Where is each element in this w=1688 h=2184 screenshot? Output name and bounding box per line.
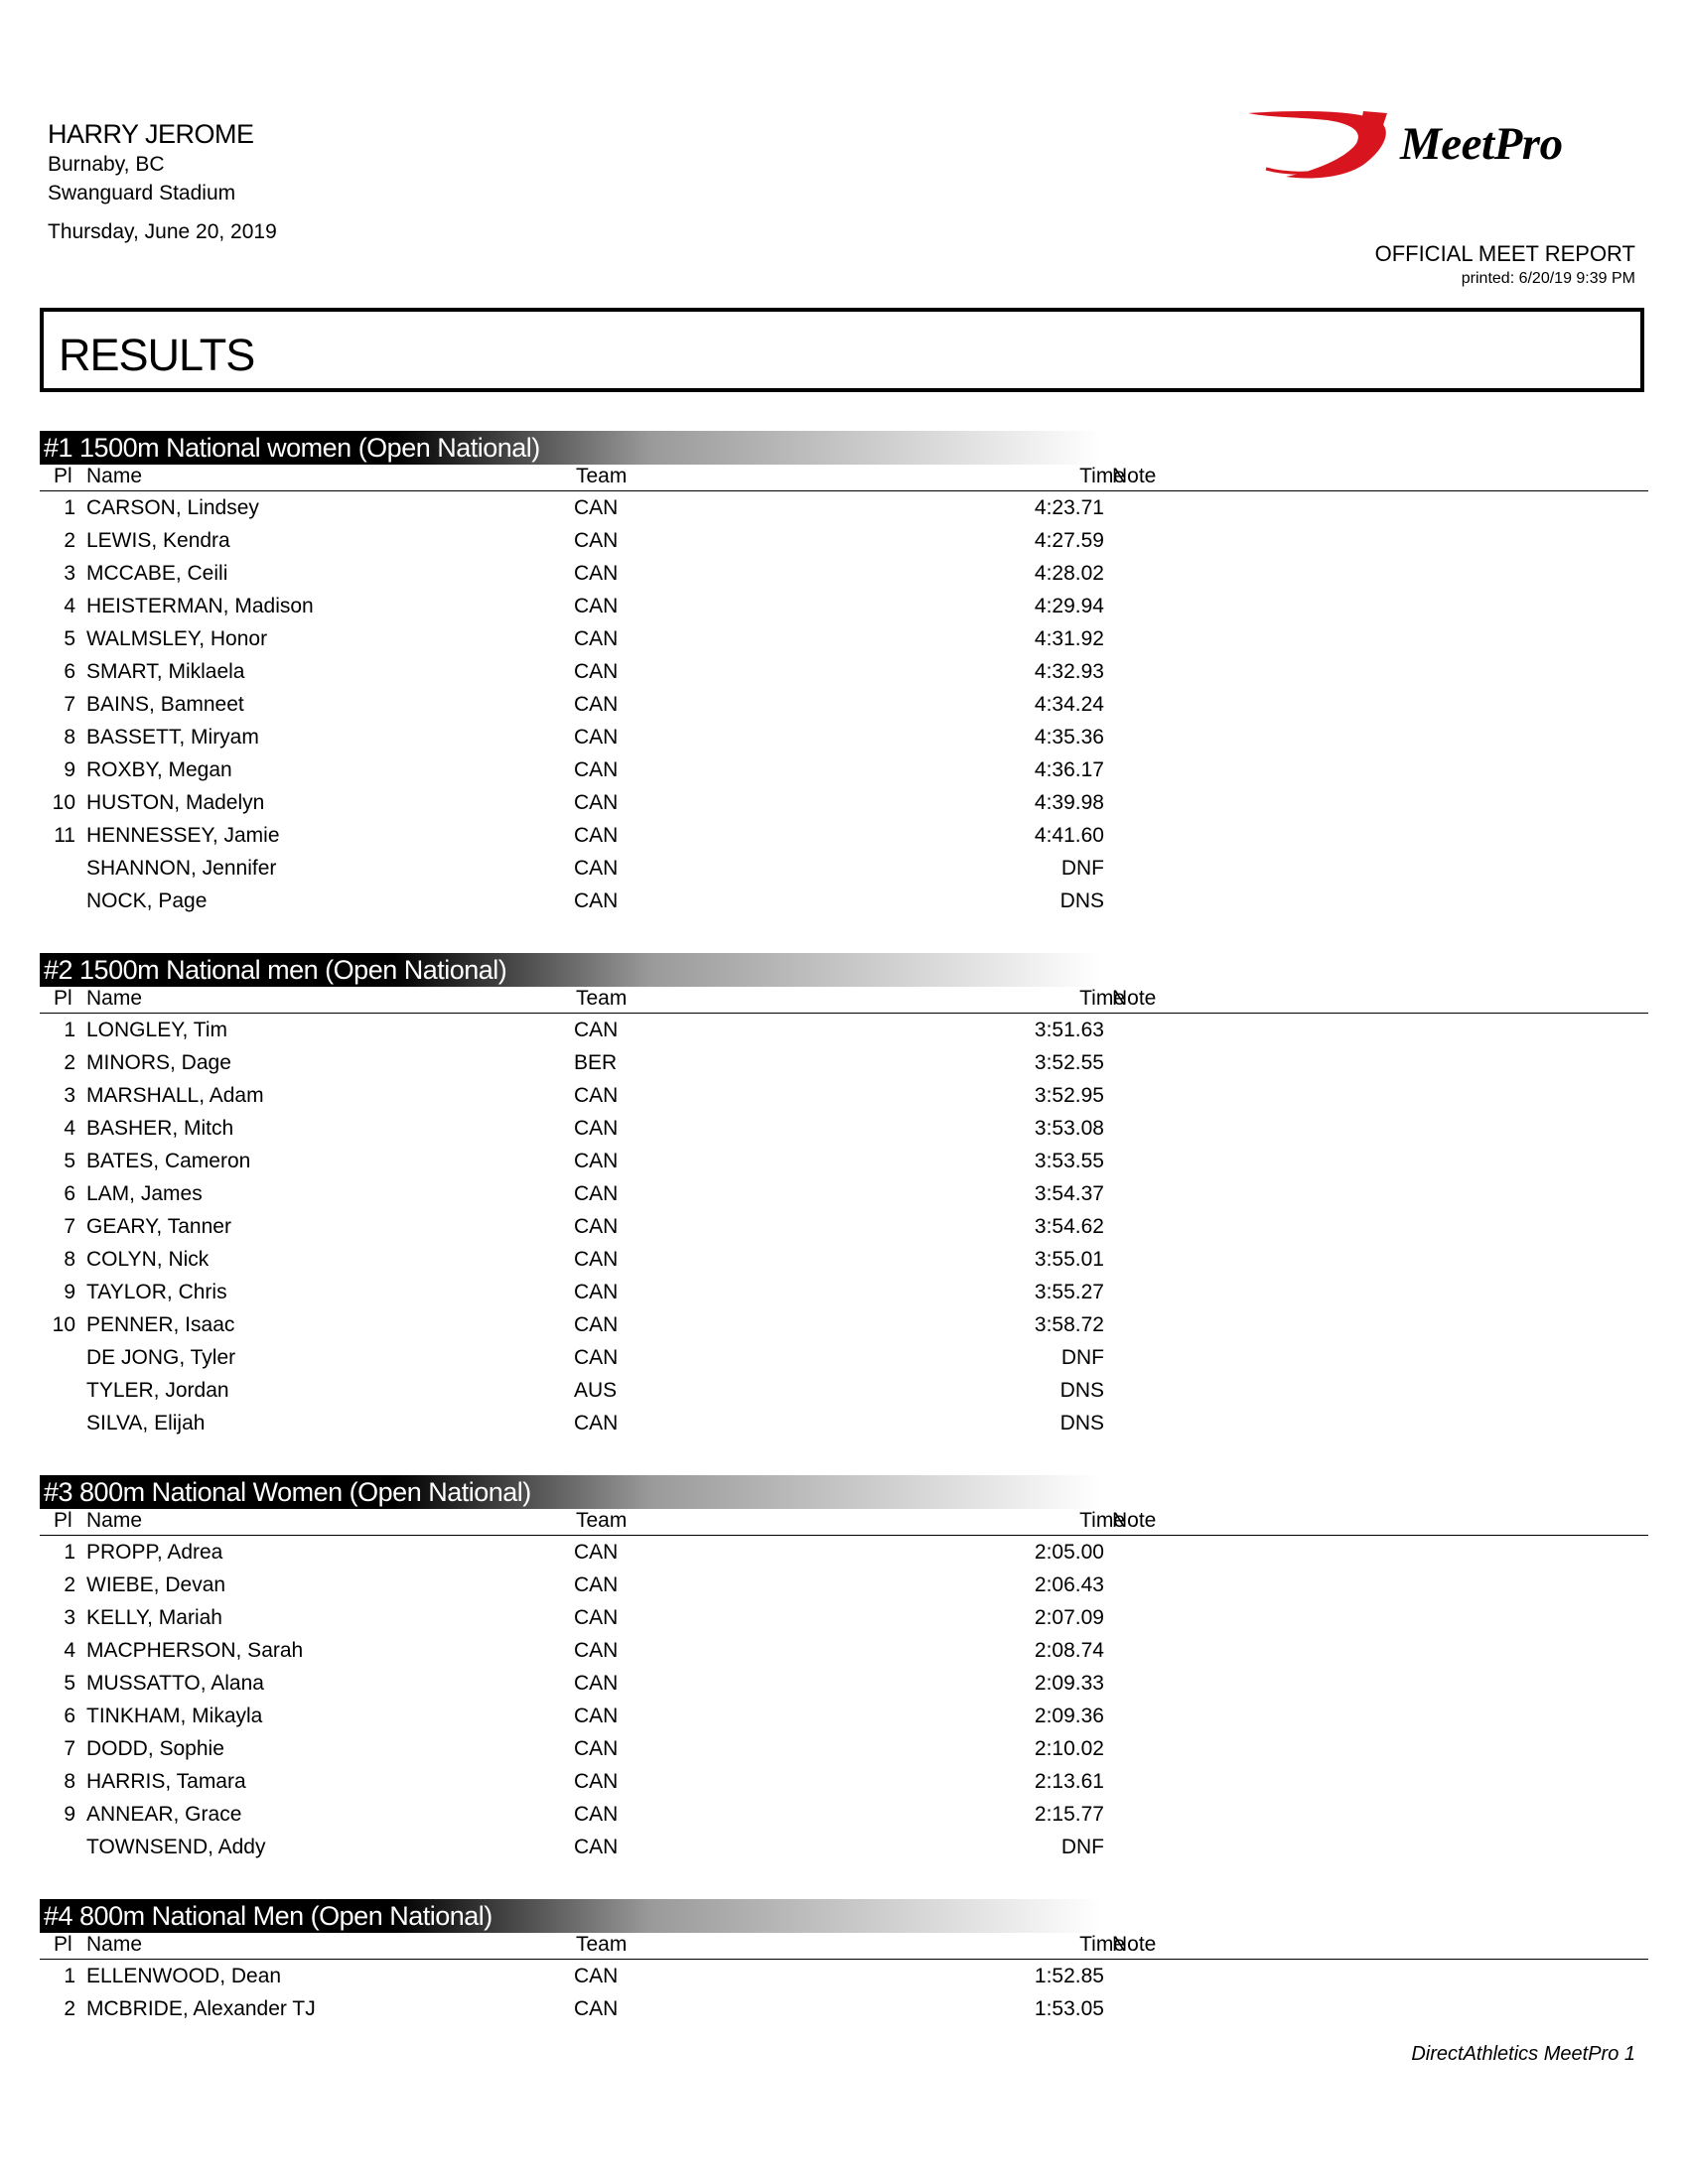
result-place: 11	[54, 824, 75, 847]
result-row	[40, 1374, 1648, 1407]
result-time: 3:52.95	[1034, 1084, 1104, 1107]
event-section	[40, 1475, 1648, 1863]
result-row	[40, 753, 1648, 786]
result-team: CAN	[574, 496, 619, 519]
result-row	[40, 1536, 1648, 1569]
result-time: DNS	[1059, 889, 1104, 912]
result-row	[40, 1798, 1648, 1831]
result-row	[40, 524, 1648, 557]
result-place: 4	[64, 595, 75, 617]
result-row	[40, 1308, 1648, 1341]
result-name: ANNEAR, Grace	[86, 1803, 242, 1826]
result-time: 4:39.98	[1034, 791, 1104, 814]
result-team: CAN	[574, 1182, 619, 1205]
result-time: DNF	[1060, 1836, 1104, 1858]
result-row	[40, 1046, 1648, 1079]
result-team: CAN	[574, 1215, 619, 1238]
column-header-time: Time	[1079, 1509, 1125, 1532]
result-name: LAM, James	[86, 1182, 203, 1205]
result-name: LONGLEY, Tim	[86, 1019, 227, 1041]
result-name: MCBRIDE, Alexander TJ	[86, 1997, 316, 2020]
result-row	[40, 1700, 1648, 1732]
result-place: 9	[64, 1281, 75, 1303]
result-team: CAN	[574, 1281, 619, 1303]
result-place: 9	[64, 758, 75, 781]
event-title: #4 800m National Men (Open National)	[40, 1899, 1648, 1933]
result-row	[40, 1634, 1648, 1667]
result-name: SHANNON, Jennifer	[86, 857, 277, 880]
result-row	[40, 622, 1648, 655]
result-team: CAN	[574, 1117, 619, 1140]
column-header-place: Pl	[54, 1933, 72, 1956]
result-time: 1:53.05	[1034, 1997, 1104, 2020]
column-header-note: Note	[1112, 1509, 1157, 1532]
result-name: MCCABE, Ceili	[86, 562, 228, 585]
result-time: 4:35.36	[1034, 726, 1104, 749]
result-team: CAN	[574, 595, 619, 617]
result-place: 6	[64, 1705, 75, 1727]
result-name: ELLENWOOD, Dean	[86, 1965, 282, 1987]
result-name: NOCK, Page	[86, 889, 208, 912]
result-row	[40, 1960, 1648, 1992]
result-time: 4:29.94	[1034, 595, 1104, 617]
result-time: 3:54.37	[1034, 1182, 1104, 1205]
result-team: CAN	[574, 562, 619, 585]
result-time: DNS	[1059, 1379, 1104, 1402]
result-team: CAN	[574, 1803, 619, 1826]
result-team: CAN	[574, 1965, 619, 1987]
result-team: CAN	[574, 1997, 619, 2020]
result-team: CAN	[574, 1770, 619, 1793]
result-name: HUSTON, Madelyn	[86, 791, 265, 814]
result-name: LEWIS, Kendra	[86, 529, 230, 552]
result-team: CAN	[574, 693, 619, 716]
result-name: MARSHALL, Adam	[86, 1084, 264, 1107]
result-row	[40, 1112, 1648, 1145]
result-team: CAN	[574, 1836, 619, 1858]
result-row	[40, 1407, 1648, 1439]
result-place: 8	[64, 1248, 75, 1271]
column-header-note: Note	[1112, 465, 1157, 487]
result-row	[40, 491, 1648, 524]
result-place: 6	[64, 1182, 75, 1205]
result-team: CAN	[574, 758, 619, 781]
result-time: 3:58.72	[1034, 1313, 1104, 1336]
result-place: 10	[52, 791, 75, 814]
result-name: BATES, Cameron	[86, 1150, 251, 1172]
column-header-place: Pl	[54, 1509, 72, 1532]
result-time: 2:05.00	[1034, 1541, 1104, 1564]
result-row	[40, 655, 1648, 688]
result-time: 2:09.33	[1034, 1672, 1104, 1695]
result-time: 4:32.93	[1034, 660, 1104, 683]
meet-city: Burnaby, BC	[48, 153, 165, 176]
result-row	[40, 1569, 1648, 1601]
result-row	[40, 852, 1648, 885]
result-name: CARSON, Lindsey	[86, 496, 259, 519]
result-name: MINORS, Dage	[86, 1051, 231, 1074]
result-time: 2:07.09	[1034, 1606, 1104, 1629]
result-time: 4:36.17	[1034, 758, 1104, 781]
column-header-note: Note	[1112, 987, 1157, 1010]
result-place: 2	[64, 1051, 75, 1074]
event-section	[40, 1899, 1648, 2025]
result-name: COLYN, Nick	[86, 1248, 210, 1271]
result-time: 3:53.08	[1034, 1117, 1104, 1140]
result-time: 4:41.60	[1034, 824, 1104, 847]
event-title: #3 800m National Women (Open National)	[40, 1475, 1648, 1509]
footer-text: DirectAthletics MeetPro 1	[1411, 2043, 1635, 2065]
result-name: TYLER, Jordan	[86, 1379, 229, 1402]
column-header-name: Name	[86, 465, 143, 487]
column-header-row	[40, 1933, 1648, 1960]
result-name: DE JONG, Tyler	[86, 1346, 236, 1369]
result-name: WALMSLEY, Honor	[86, 627, 268, 650]
result-row	[40, 1667, 1648, 1700]
result-time: 3:53.55	[1034, 1150, 1104, 1172]
result-time: 2:09.36	[1034, 1705, 1104, 1727]
logo-text: MeetPro	[1400, 118, 1563, 170]
result-name: TOWNSEND, Addy	[86, 1836, 266, 1858]
result-place: 4	[64, 1117, 75, 1140]
column-header-place: Pl	[54, 465, 72, 487]
result-name: BASSETT, Miryam	[86, 726, 259, 749]
result-time: 2:06.43	[1034, 1573, 1104, 1596]
result-time: DNF	[1060, 857, 1104, 880]
result-team: CAN	[574, 791, 619, 814]
result-time: 3:55.01	[1034, 1248, 1104, 1271]
result-place: 1	[64, 1541, 75, 1564]
result-team: CAN	[574, 824, 619, 847]
result-place: 2	[64, 1997, 75, 2020]
column-header-note: Note	[1112, 1933, 1157, 1956]
result-team: CAN	[574, 889, 619, 912]
result-team: CAN	[574, 1639, 619, 1662]
result-place: 1	[64, 496, 75, 519]
result-place: 2	[64, 1573, 75, 1596]
result-name: HENNESSEY, Jamie	[86, 824, 280, 847]
column-header-name: Name	[86, 1933, 143, 1956]
result-team: CAN	[574, 857, 619, 880]
result-name: PENNER, Isaac	[86, 1313, 235, 1336]
result-name: HARRIS, Tamara	[86, 1770, 246, 1793]
result-place: 1	[64, 1019, 75, 1041]
result-row	[40, 1014, 1648, 1046]
result-row	[40, 1992, 1648, 2025]
result-row	[40, 590, 1648, 622]
result-name: GEARY, Tanner	[86, 1215, 231, 1238]
result-name: MACPHERSON, Sarah	[86, 1639, 304, 1662]
result-time: 4:34.24	[1034, 693, 1104, 716]
result-name: TINKHAM, Mikayla	[86, 1705, 263, 1727]
result-team: CAN	[574, 1248, 619, 1271]
result-row	[40, 786, 1648, 819]
result-place: 5	[64, 1150, 75, 1172]
result-row	[40, 1276, 1648, 1308]
result-row	[40, 1177, 1648, 1210]
result-place: 8	[64, 1770, 75, 1793]
results-title-box	[40, 308, 1644, 392]
result-row	[40, 1145, 1648, 1177]
result-place: 3	[64, 562, 75, 585]
event-title: #2 1500m National men (Open National)	[40, 953, 1648, 987]
column-header-row	[40, 1509, 1648, 1536]
result-team: CAN	[574, 660, 619, 683]
result-time: 2:08.74	[1034, 1639, 1104, 1662]
result-time: 4:28.02	[1034, 562, 1104, 585]
result-team: CAN	[574, 1606, 619, 1629]
result-place: 3	[64, 1084, 75, 1107]
result-place: 10	[52, 1313, 75, 1336]
result-place: 2	[64, 529, 75, 552]
results-title: RESULTS	[59, 330, 255, 380]
result-time: 3:55.27	[1034, 1281, 1104, 1303]
result-time: 2:10.02	[1034, 1737, 1104, 1760]
event-section	[40, 953, 1648, 1439]
result-row	[40, 688, 1648, 721]
result-row	[40, 557, 1648, 590]
result-time: 4:23.71	[1034, 496, 1104, 519]
column-header-team: Team	[576, 1509, 628, 1532]
result-place: 8	[64, 726, 75, 749]
result-name: TAYLOR, Chris	[86, 1281, 227, 1303]
column-header-name: Name	[86, 1509, 143, 1532]
result-place: 6	[64, 660, 75, 683]
result-name: SILVA, Elijah	[86, 1412, 206, 1434]
result-time: 4:27.59	[1034, 529, 1104, 552]
result-name: SMART, Miklaela	[86, 660, 245, 683]
result-name: HEISTERMAN, Madison	[86, 595, 314, 617]
result-row	[40, 1210, 1648, 1243]
event-section	[40, 431, 1648, 917]
result-time: DNS	[1059, 1412, 1104, 1434]
result-name: MUSSATTO, Alana	[86, 1672, 264, 1695]
result-time: DNF	[1060, 1346, 1104, 1369]
printed-timestamp: printed: 6/20/19 9:39 PM	[1461, 270, 1635, 287]
result-team: CAN	[574, 726, 619, 749]
result-team: CAN	[574, 1737, 619, 1760]
result-time: 2:13.61	[1034, 1770, 1104, 1793]
column-header-time: Time	[1079, 1933, 1125, 1956]
column-header-row	[40, 465, 1648, 491]
result-team: AUS	[574, 1379, 618, 1402]
result-time: 4:31.92	[1034, 627, 1104, 650]
result-team: CAN	[574, 1084, 619, 1107]
result-team: CAN	[574, 1705, 619, 1727]
result-name: DODD, Sophie	[86, 1737, 224, 1760]
column-header-team: Team	[576, 1933, 628, 1956]
result-row	[40, 1079, 1648, 1112]
result-place: 7	[64, 1737, 75, 1760]
result-row	[40, 885, 1648, 917]
column-header-time: Time	[1079, 465, 1125, 487]
result-row	[40, 1601, 1648, 1634]
result-row	[40, 1243, 1648, 1276]
result-place: 9	[64, 1803, 75, 1826]
result-row	[40, 819, 1648, 852]
result-team: CAN	[574, 1150, 619, 1172]
result-time: 3:51.63	[1034, 1019, 1104, 1041]
result-row	[40, 1765, 1648, 1798]
result-team: CAN	[574, 1346, 619, 1369]
result-name: BASHER, Mitch	[86, 1117, 234, 1140]
result-team: CAN	[574, 1313, 619, 1336]
result-team: CAN	[574, 1672, 619, 1695]
result-name: KELLY, Mariah	[86, 1606, 222, 1629]
column-header-time: Time	[1079, 987, 1125, 1010]
result-team: CAN	[574, 1573, 619, 1596]
result-place: 5	[64, 1672, 75, 1695]
result-name: ROXBY, Megan	[86, 758, 232, 781]
result-row	[40, 1831, 1648, 1863]
result-team: CAN	[574, 1019, 619, 1041]
result-place: 5	[64, 627, 75, 650]
meet-venue: Swanguard Stadium	[48, 182, 236, 205]
result-team: CAN	[574, 529, 619, 552]
result-team: CAN	[574, 1541, 619, 1564]
result-row	[40, 1732, 1648, 1765]
result-team: CAN	[574, 1412, 619, 1434]
result-time: 3:52.55	[1034, 1051, 1104, 1074]
event-title: #1 1500m National women (Open National)	[40, 431, 1648, 465]
meet-date: Thursday, June 20, 2019	[48, 220, 277, 243]
result-time: 2:15.77	[1034, 1803, 1104, 1826]
result-place: 1	[64, 1965, 75, 1987]
result-place: 3	[64, 1606, 75, 1629]
result-place: 4	[64, 1639, 75, 1662]
result-name: PROPP, Adrea	[86, 1541, 223, 1564]
result-row	[40, 1341, 1648, 1374]
column-header-team: Team	[576, 465, 628, 487]
result-name: BAINS, Bamneet	[86, 693, 244, 716]
column-header-place: Pl	[54, 987, 72, 1010]
result-time: 3:54.62	[1034, 1215, 1104, 1238]
result-row	[40, 721, 1648, 753]
result-team: CAN	[574, 627, 619, 650]
result-team: BER	[574, 1051, 618, 1074]
result-time: 1:52.85	[1034, 1965, 1104, 1987]
result-place: 7	[64, 1215, 75, 1238]
result-place: 7	[64, 693, 75, 716]
meet-name: HARRY JEROME	[48, 119, 254, 149]
column-header-row	[40, 987, 1648, 1014]
column-header-name: Name	[86, 987, 143, 1010]
result-name: WIEBE, Devan	[86, 1573, 226, 1596]
report-title: OFFICIAL MEET REPORT	[1374, 241, 1635, 266]
column-header-team: Team	[576, 987, 628, 1010]
